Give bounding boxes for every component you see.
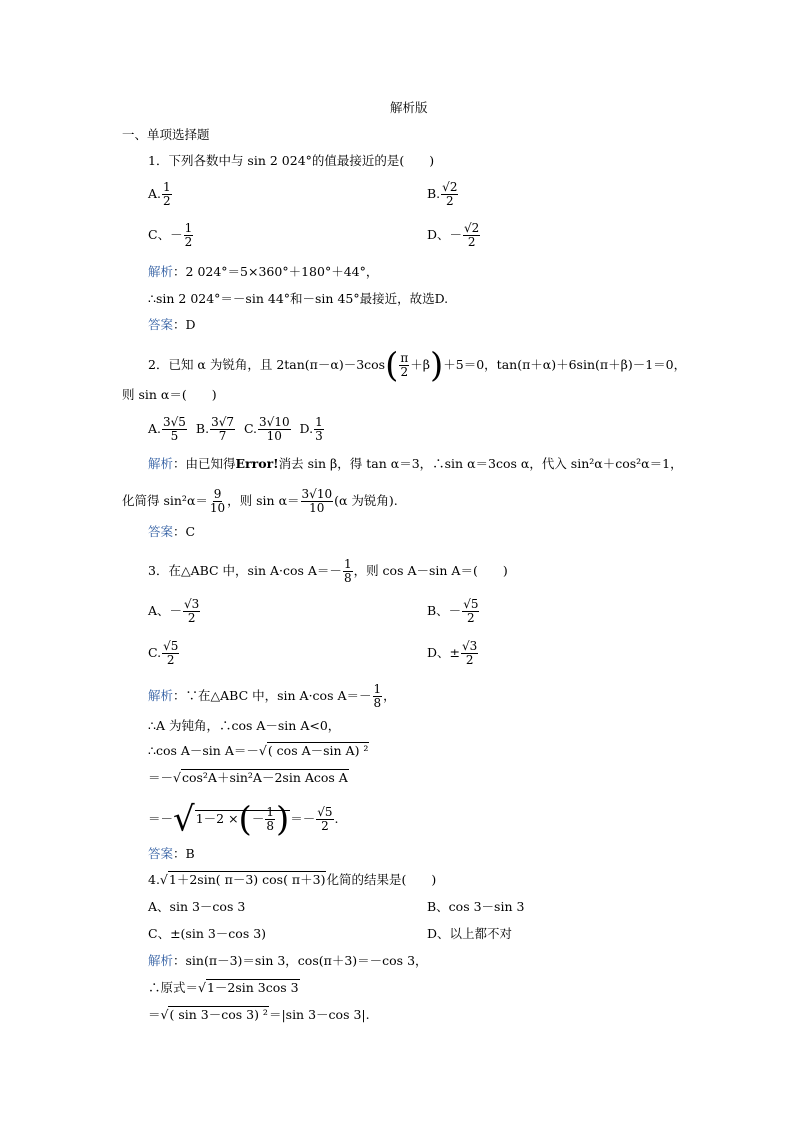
q4-option-a: A、sin 3－cos 3 [148, 899, 246, 914]
q3-answer: 答案：B [148, 846, 195, 861]
section-heading: 一、单项选择题 [122, 127, 210, 142]
error-marker: Error! [235, 456, 279, 471]
analysis-label: 解析 [148, 264, 174, 279]
q3-analysis-line-5: ＝－√1－2 ×(－ $\frac{1}{8}$ )＝－ $\frac{√5}{2}$ . [148, 799, 339, 840]
q4-analysis-line-2: ∴原式＝√1－2sin 3cos 3 [148, 980, 299, 995]
q3-option-d: D、± $\frac{√3}{2}$ [427, 639, 478, 667]
q1-option-b: B. $\frac{√2}{2}$ [427, 180, 458, 208]
q1-analysis-line-2: ∴sin 2 024°＝－sin 44°和－sin 45°最接近，故选D. [148, 291, 449, 306]
q2-option-a: A. $\frac{3√5}{5}$ [148, 415, 186, 443]
q3-analysis-line-2: ∴A 为钝角，∴cos A－sin A<0， [148, 718, 341, 733]
q2-stem: 2．已知 α 为锐角，且 2tan(π－α)－3cos( $\frac{\pi}{2}$ ＋β)＋5＝0，tan(π＋α)＋6sin(π＋β)－1＝0， [148, 345, 687, 386]
q2-answer: 答案：C [148, 524, 196, 539]
q2-analysis-line-1: 解析：由已知得Error!消去 sin β，得 tan α＝3，∴sin α＝3cos α，代入 sin²α＋cos²α＝1， [148, 456, 683, 471]
q3-stem: 3．在△ABC 中，sin A·cos A＝－ $\frac{1}{8}$ ，则 cos A－sin A＝( ) [148, 557, 508, 585]
q1-option-c: C、－ $\frac{1}{2}$ [148, 221, 193, 249]
q3-option-b: B、－ $\frac{√5}{2}$ [427, 597, 479, 625]
q3-option-a: A、－ $\frac{√3}{2}$ [148, 597, 200, 625]
q3-analysis-line-3: ∴cos A－sin A＝－√( cos A－sin A) ² [148, 743, 369, 758]
answer-label: 答案 [148, 317, 174, 332]
q2-option-b: B. $\frac{3√7}{7}$ [195, 415, 234, 443]
q1-option-c-fraction: $\frac{1}{2}$ [184, 221, 193, 249]
q1-option-b-fraction: $\frac{√2}{2}$ [442, 180, 458, 208]
q4-stem: 4.√1＋2sin( π－3) cos( π＋3)化简的结果是( ) [148, 872, 437, 887]
q2-option-d: D. $\frac{1}{3}$ [299, 415, 323, 443]
q2-stem-cont: 则 sin α＝( ) [122, 387, 217, 402]
q4-option-c: C、±(sin 3－cos 3) [148, 926, 267, 941]
q1-answer: 答案：D [148, 317, 196, 332]
q2-options [148, 416, 325, 443]
q1-option-a-label: A. [148, 186, 162, 201]
q1-analysis-line-1: 解析：2 024°＝5×360°＋180°＋44°， [148, 264, 379, 279]
q1-option-d-fraction: $\frac{√2}{2}$ [464, 221, 480, 249]
q1-option-a-fraction: $\frac{1}{2}$ [163, 180, 171, 208]
q2-analysis-line-2: 化简得 sin²α＝ $\frac{9}{10}$ ，则 sin α＝ $\frac{3√10}{10}$ (α 为锐角). [122, 487, 398, 515]
q1-stem: 1．下列各数中与 sin 2 024°的值最接近的是( ) [148, 153, 435, 168]
q4-analysis-line-3: ＝√( sin 3－cos 3) ²＝|sin 3－cos 3|. [148, 1007, 370, 1022]
q3-analysis-line-1: 解析：∵在△ABC 中，sin A·cos A＝－ $\frac{1}{8}$ ， [148, 682, 396, 710]
q4-analysis-line-1: 解析：sin(π－3)＝sin 3，cos(π＋3)＝－cos 3， [148, 953, 428, 968]
q4-option-b: B、cos 3－sin 3 [427, 899, 525, 914]
q3-option-c: C. $\frac{√5}{2}$ [148, 639, 179, 667]
page-title: 解析版 [390, 100, 428, 115]
q1-option-d: D、－ $\frac{√2}{2}$ [427, 221, 480, 249]
q3-analysis-line-4: ＝－√cos²A＋sin²A－2sin Acos A [148, 770, 348, 785]
q2-option-c: C. $\frac{3√10}{10}$ [243, 415, 290, 443]
q4-option-d: D、以上都不对 [427, 926, 513, 941]
q1-option-a [148, 181, 173, 208]
